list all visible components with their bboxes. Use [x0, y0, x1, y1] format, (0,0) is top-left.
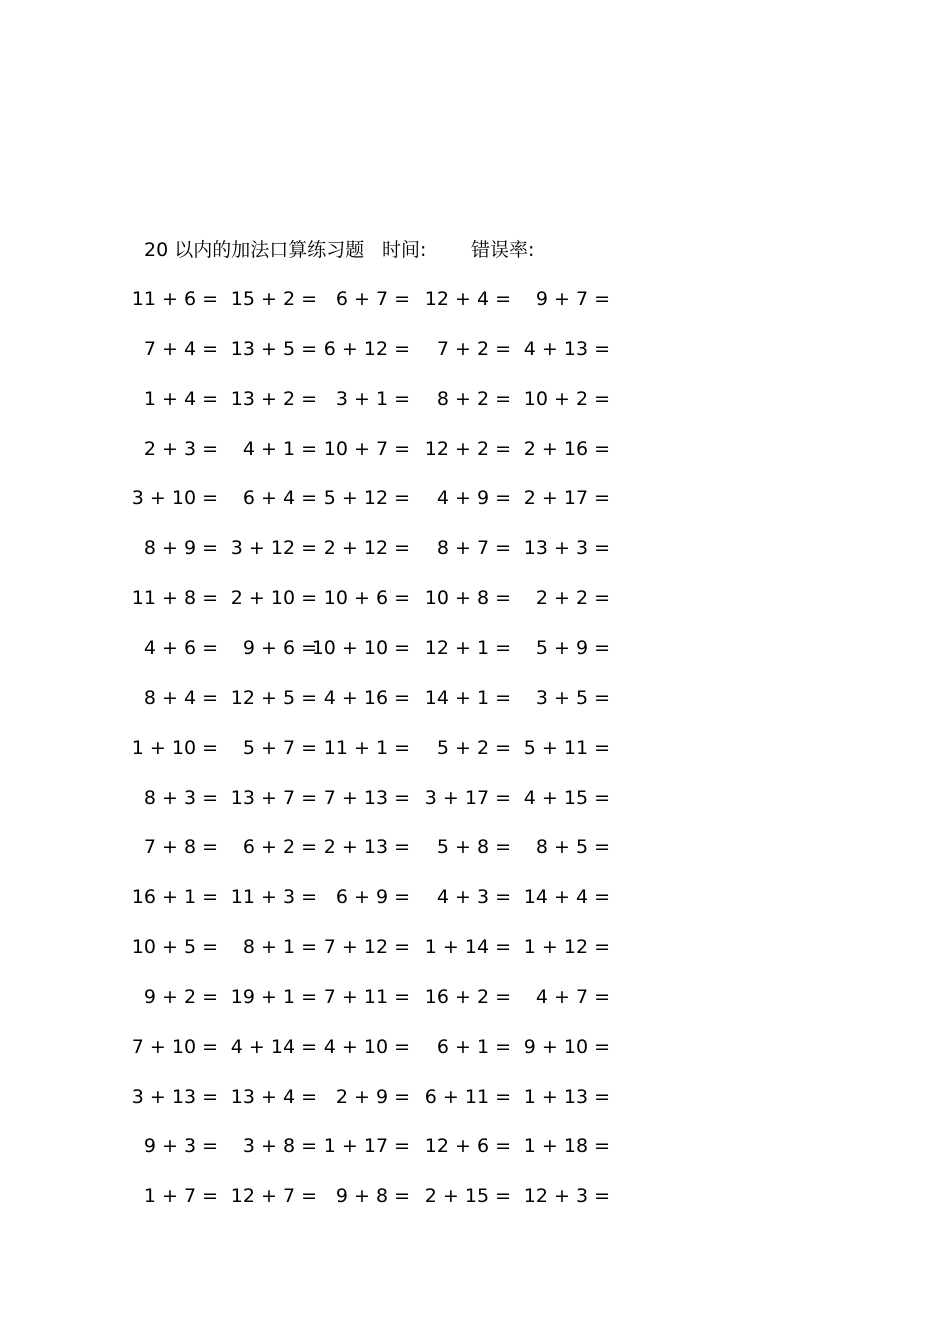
addition-problem: 15 + 2 = [230, 288, 317, 310]
addition-problem: 6 + 1 = [436, 1035, 511, 1058]
addition-problem: 9 + 3 = [143, 1135, 218, 1158]
addition-problem: 2 + 2 = [535, 587, 610, 610]
addition-problem: 5 + 2 = [436, 736, 511, 759]
addition-problem: 4 + 3 = [436, 886, 511, 909]
addition-problem: 4 + 9 = [436, 487, 511, 510]
addition-problem: 2 + 17 = [523, 487, 610, 510]
addition-problem: 2 + 16 = [523, 437, 610, 460]
addition-problem: 12 + 3 = [523, 1185, 610, 1208]
addition-problem: 2 + 13 = [323, 836, 410, 859]
addition-problem: 9 + 10 = [523, 1035, 610, 1058]
addition-problem: 3 + 5 = [535, 686, 610, 709]
addition-problem: 6 + 4 = [242, 487, 317, 510]
addition-problem: 4 + 1 = [242, 437, 317, 460]
addition-problem: 11 + 3 = [230, 886, 317, 909]
addition-problem: 5 + 12 = [323, 487, 410, 510]
addition-problem: 6 + 7 = [335, 288, 410, 310]
addition-problem: 10 + 10 = [311, 636, 410, 659]
addition-problem: 2 + 3 = [143, 437, 218, 460]
addition-problem: 5 + 9 = [535, 636, 610, 659]
worksheet-title: 20 以内的加法口算练习题 [144, 239, 365, 261]
addition-problem: 7 + 4 = [143, 337, 218, 360]
addition-problem: 10 + 8 = [424, 587, 511, 610]
addition-problem: 12 + 4 = [424, 288, 511, 310]
addition-problem: 12 + 6 = [424, 1135, 511, 1158]
addition-problem: 6 + 9 = [335, 886, 410, 909]
addition-problem: 8 + 3 = [143, 786, 218, 809]
addition-problem: 7 + 8 = [143, 836, 218, 859]
addition-problem: 4 + 7 = [535, 985, 610, 1008]
addition-problem: 1 + 17 = [323, 1135, 410, 1158]
addition-problem: 10 + 5 = [131, 936, 218, 959]
addition-problem: 16 + 1 = [131, 886, 218, 909]
addition-problem: 13 + 4 = [230, 1085, 317, 1108]
addition-problem: 2 + 10 = [230, 587, 317, 610]
addition-problem: 1 + 14 = [424, 936, 511, 959]
addition-problem: 7 + 13 = [323, 786, 410, 809]
addition-problem: 3 + 8 = [242, 1135, 317, 1158]
addition-problem: 2 + 15 = [424, 1185, 511, 1208]
addition-problem: 8 + 9 = [143, 537, 218, 560]
addition-problem: 12 + 7 = [230, 1185, 317, 1208]
addition-problem: 3 + 12 = [230, 537, 317, 560]
error-rate-label: 错误率: [471, 239, 535, 261]
addition-problem: 8 + 4 = [143, 686, 218, 709]
addition-problem: 12 + 5 = [230, 686, 317, 709]
addition-problem: 4 + 13 = [523, 337, 610, 360]
addition-problem: 8 + 7 = [436, 537, 511, 560]
addition-problem: 4 + 14 = [230, 1035, 317, 1058]
addition-problem: 1 + 12 = [523, 936, 610, 959]
addition-problem: 2 + 12 = [323, 537, 410, 560]
addition-problem: 1 + 7 = [143, 1185, 218, 1208]
addition-problem: 13 + 5 = [230, 337, 317, 360]
addition-problem: 1 + 18 = [523, 1135, 610, 1158]
addition-problem: 11 + 6 = [131, 288, 218, 310]
addition-problem: 12 + 2 = [424, 437, 511, 460]
addition-problem: 11 + 8 = [131, 587, 218, 610]
addition-problem: 4 + 16 = [323, 686, 410, 709]
addition-problem: 5 + 8 = [436, 836, 511, 859]
addition-problem: 1 + 4 = [143, 387, 218, 410]
addition-problem: 9 + 7 = [535, 288, 610, 310]
addition-problem: 1 + 13 = [523, 1085, 610, 1108]
addition-problem: 9 + 8 = [335, 1185, 410, 1208]
addition-problem: 8 + 1 = [242, 936, 317, 959]
addition-problem: 5 + 7 = [242, 736, 317, 759]
addition-problem: 14 + 4 = [523, 886, 610, 909]
addition-problem: 7 + 10 = [131, 1035, 218, 1058]
addition-problem: 9 + 6 = [242, 636, 317, 659]
addition-problem: 7 + 12 = [323, 936, 410, 959]
addition-problem: 10 + 7 = [323, 437, 410, 460]
addition-problem: 19 + 1 = [230, 985, 317, 1008]
addition-problem: 13 + 3 = [523, 537, 610, 560]
addition-problem: 4 + 10 = [323, 1035, 410, 1058]
addition-problem: 6 + 12 = [323, 337, 410, 360]
addition-problem: 6 + 11 = [424, 1085, 511, 1108]
addition-problem: 9 + 2 = [143, 985, 218, 1008]
addition-problem: 10 + 6 = [323, 587, 410, 610]
addition-problem: 1 + 10 = [131, 736, 218, 759]
time-label: 时间: [382, 239, 427, 261]
addition-problem: 8 + 5 = [535, 836, 610, 859]
addition-problem: 7 + 2 = [436, 337, 511, 360]
addition-problem: 12 + 1 = [424, 636, 511, 659]
addition-problem: 13 + 2 = [230, 387, 317, 410]
addition-problem: 8 + 2 = [436, 387, 511, 410]
addition-problem: 13 + 7 = [230, 786, 317, 809]
addition-problem: 6 + 2 = [242, 836, 317, 859]
addition-problem: 16 + 2 = [424, 985, 511, 1008]
addition-problem: 3 + 10 = [131, 487, 218, 510]
addition-problem: 4 + 15 = [523, 786, 610, 809]
addition-problem: 4 + 6 = [143, 636, 218, 659]
addition-problem: 14 + 1 = [424, 686, 511, 709]
addition-problem: 5 + 11 = [523, 736, 610, 759]
addition-problem: 2 + 9 = [335, 1085, 410, 1108]
addition-problem: 3 + 17 = [424, 786, 511, 809]
addition-problem: 3 + 1 = [335, 387, 410, 410]
addition-problem: 10 + 2 = [523, 387, 610, 410]
addition-problem: 3 + 13 = [131, 1085, 218, 1108]
addition-problem: 11 + 1 = [323, 736, 410, 759]
addition-problem: 7 + 11 = [323, 985, 410, 1008]
